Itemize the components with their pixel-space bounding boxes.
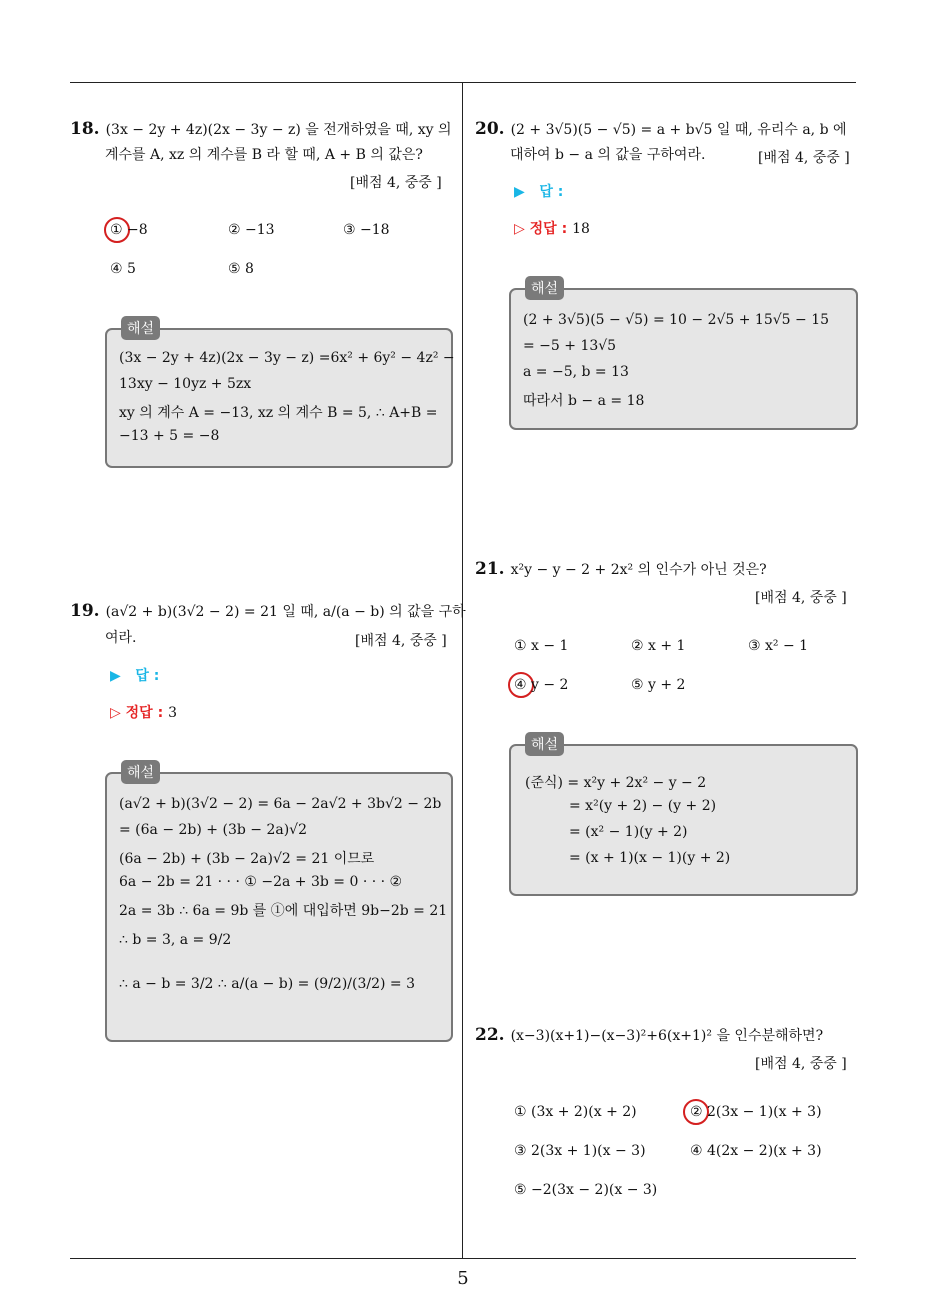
- problem-18-number: 18.: [70, 119, 100, 139]
- choice-5[interactable]: ⑤ y + 2: [631, 677, 686, 693]
- triangle-outline-icon: ▷: [110, 705, 121, 721]
- choice-5[interactable]: ⑤ −2(3x − 2)(x − 3): [514, 1182, 658, 1198]
- choice-1[interactable]: ① −8: [110, 222, 148, 238]
- triangle-outline-icon: ▷: [514, 221, 525, 237]
- problem-21-number: 21.: [475, 559, 505, 579]
- solution-tag: 해설: [525, 732, 564, 756]
- choice-5[interactable]: ⑤ 8: [228, 261, 254, 277]
- bottom-rule: [70, 1258, 856, 1259]
- solution-line: = −5 + 13√5: [523, 338, 617, 354]
- problem-20-line1: 20. (2 + 3√5)(5 − √5) = a + b√5 일 때, 유리수 a, b 에: [475, 119, 847, 139]
- play-icon: ▶: [110, 668, 121, 684]
- play-icon: ▶: [514, 184, 525, 200]
- solution-tag: 해설: [121, 760, 160, 784]
- solution-line: = (x + 1)(x − 1)(y + 2): [569, 850, 731, 866]
- choice-3[interactable]: ③ −18: [343, 222, 390, 238]
- solution-line: ∴ a − b = 3/2 ∴ a/(a − b) = (9/2)/(3/2) = 3: [119, 976, 415, 992]
- problem-19-number: 19.: [70, 601, 100, 621]
- problem-18-line2: 계수를 A, xz 의 계수를 B 라 할 때, A + B 의 값은?: [105, 147, 423, 163]
- solution-box: [509, 737, 858, 896]
- problem-19-line1: 19. (a√2 + b)(3√2 − 2) = 21 일 때, a/(a − b) 의 값을 구하: [70, 601, 466, 621]
- solution-line: = x²(y + 2) − (y + 2): [569, 798, 717, 814]
- choice-2[interactable]: ② 2(3x − 1)(x + 3): [690, 1104, 822, 1120]
- choice-1[interactable]: ① (3x + 2)(x + 2): [514, 1104, 637, 1120]
- problem-19-meta: [배점 4, 중중 ]: [355, 633, 447, 649]
- problem-22-number: 22.: [475, 1025, 505, 1045]
- choice-3[interactable]: ③ x² − 1: [748, 638, 809, 654]
- problem-18-line1: 18. (3x − 2y + 4z)(2x − 3y − z) 을 전개하였을 때, xy 의: [70, 119, 452, 139]
- correct-answer-row: ▷ 정답 : 3: [110, 705, 177, 721]
- choice-2[interactable]: ② −13: [228, 222, 275, 238]
- solution-line: (6a − 2b) + (3b − 2a)√2 = 21 이므로: [119, 851, 375, 867]
- choice-2[interactable]: ② x + 1: [631, 638, 686, 654]
- problem-20-line2: 대하여 b − a 의 값을 구하여라.: [510, 147, 706, 163]
- problem-22-line1: 22. (x−3)(x+1)−(x−3)²+6(x+1)² 을 인수분해하면?: [475, 1025, 824, 1045]
- correct-answer-row: ▷ 정답 : 18: [514, 221, 590, 237]
- choice-4[interactable]: ④ y − 2: [514, 677, 569, 693]
- problem-20-meta: [배점 4, 중중 ]: [758, 150, 850, 166]
- problem-19-line2: 여라.: [105, 630, 137, 646]
- page-number: 5: [457, 1268, 469, 1289]
- solution-line: −13 + 5 = −8: [119, 428, 220, 444]
- solution-line: (3x − 2y + 4z)(2x − 3y − z) =6x² + 6y² − 4z² −: [119, 350, 455, 366]
- problem-20-number: 20.: [475, 119, 505, 139]
- column-divider: [462, 83, 463, 1259]
- solution-line: (a√2 + b)(3√2 − 2) = 6a − 2a√2 + 3b√2 − 2b: [119, 796, 442, 812]
- choice-4[interactable]: ④ 5: [110, 261, 136, 277]
- solution-box: [105, 765, 453, 1042]
- top-rule: [70, 82, 856, 83]
- solution-line: 따라서 b − a = 18: [523, 393, 645, 409]
- choice-4[interactable]: ④ 4(2x − 2)(x + 3): [690, 1143, 822, 1159]
- solution-line: ∴ b = 3, a = 9/2: [119, 932, 232, 948]
- problem-18-meta: [배점 4, 중중 ]: [350, 175, 442, 191]
- solution-line: 13xy − 10yz + 5zx: [119, 376, 252, 392]
- solution-line: (준식) = x²y + 2x² − y − 2: [525, 775, 707, 791]
- answer-row: ▶ 답 :: [514, 184, 564, 200]
- solution-line: a = −5, b = 13: [523, 364, 629, 380]
- answer-row: ▶ 답 :: [110, 668, 160, 684]
- problem-22-meta: [배점 4, 중중 ]: [755, 1056, 847, 1072]
- solution-line: xy 의 계수 A = −13, xz 의 계수 B = 5, ∴ A+B =: [119, 405, 438, 421]
- solution-line: = (x² − 1)(y + 2): [569, 824, 688, 840]
- choice-1[interactable]: ① x − 1: [514, 638, 569, 654]
- solution-line: 6a − 2b = 21 · · · ① −2a + 3b = 0 · · · ②: [119, 874, 403, 890]
- solution-tag: 해설: [121, 316, 160, 340]
- solution-box: [105, 321, 455, 468]
- problem-21-meta: [배점 4, 중중 ]: [755, 590, 847, 606]
- solution-line: 2a = 3b ∴ 6a = 9b 를 ①에 대입하면 9b−2b = 21: [119, 903, 448, 919]
- problem-21-line1: 21. x²y − y − 2 + 2x² 의 인수가 아닌 것은?: [475, 559, 767, 579]
- solution-line: (2 + 3√5)(5 − √5) = 10 − 2√5 + 15√5 − 15: [523, 312, 830, 328]
- solution-box: [509, 281, 858, 430]
- solution-line: = (6a − 2b) + (3b − 2a)√2: [119, 822, 307, 838]
- choice-3[interactable]: ③ 2(3x + 1)(x − 3): [514, 1143, 646, 1159]
- solution-tag: 해설: [525, 276, 564, 300]
